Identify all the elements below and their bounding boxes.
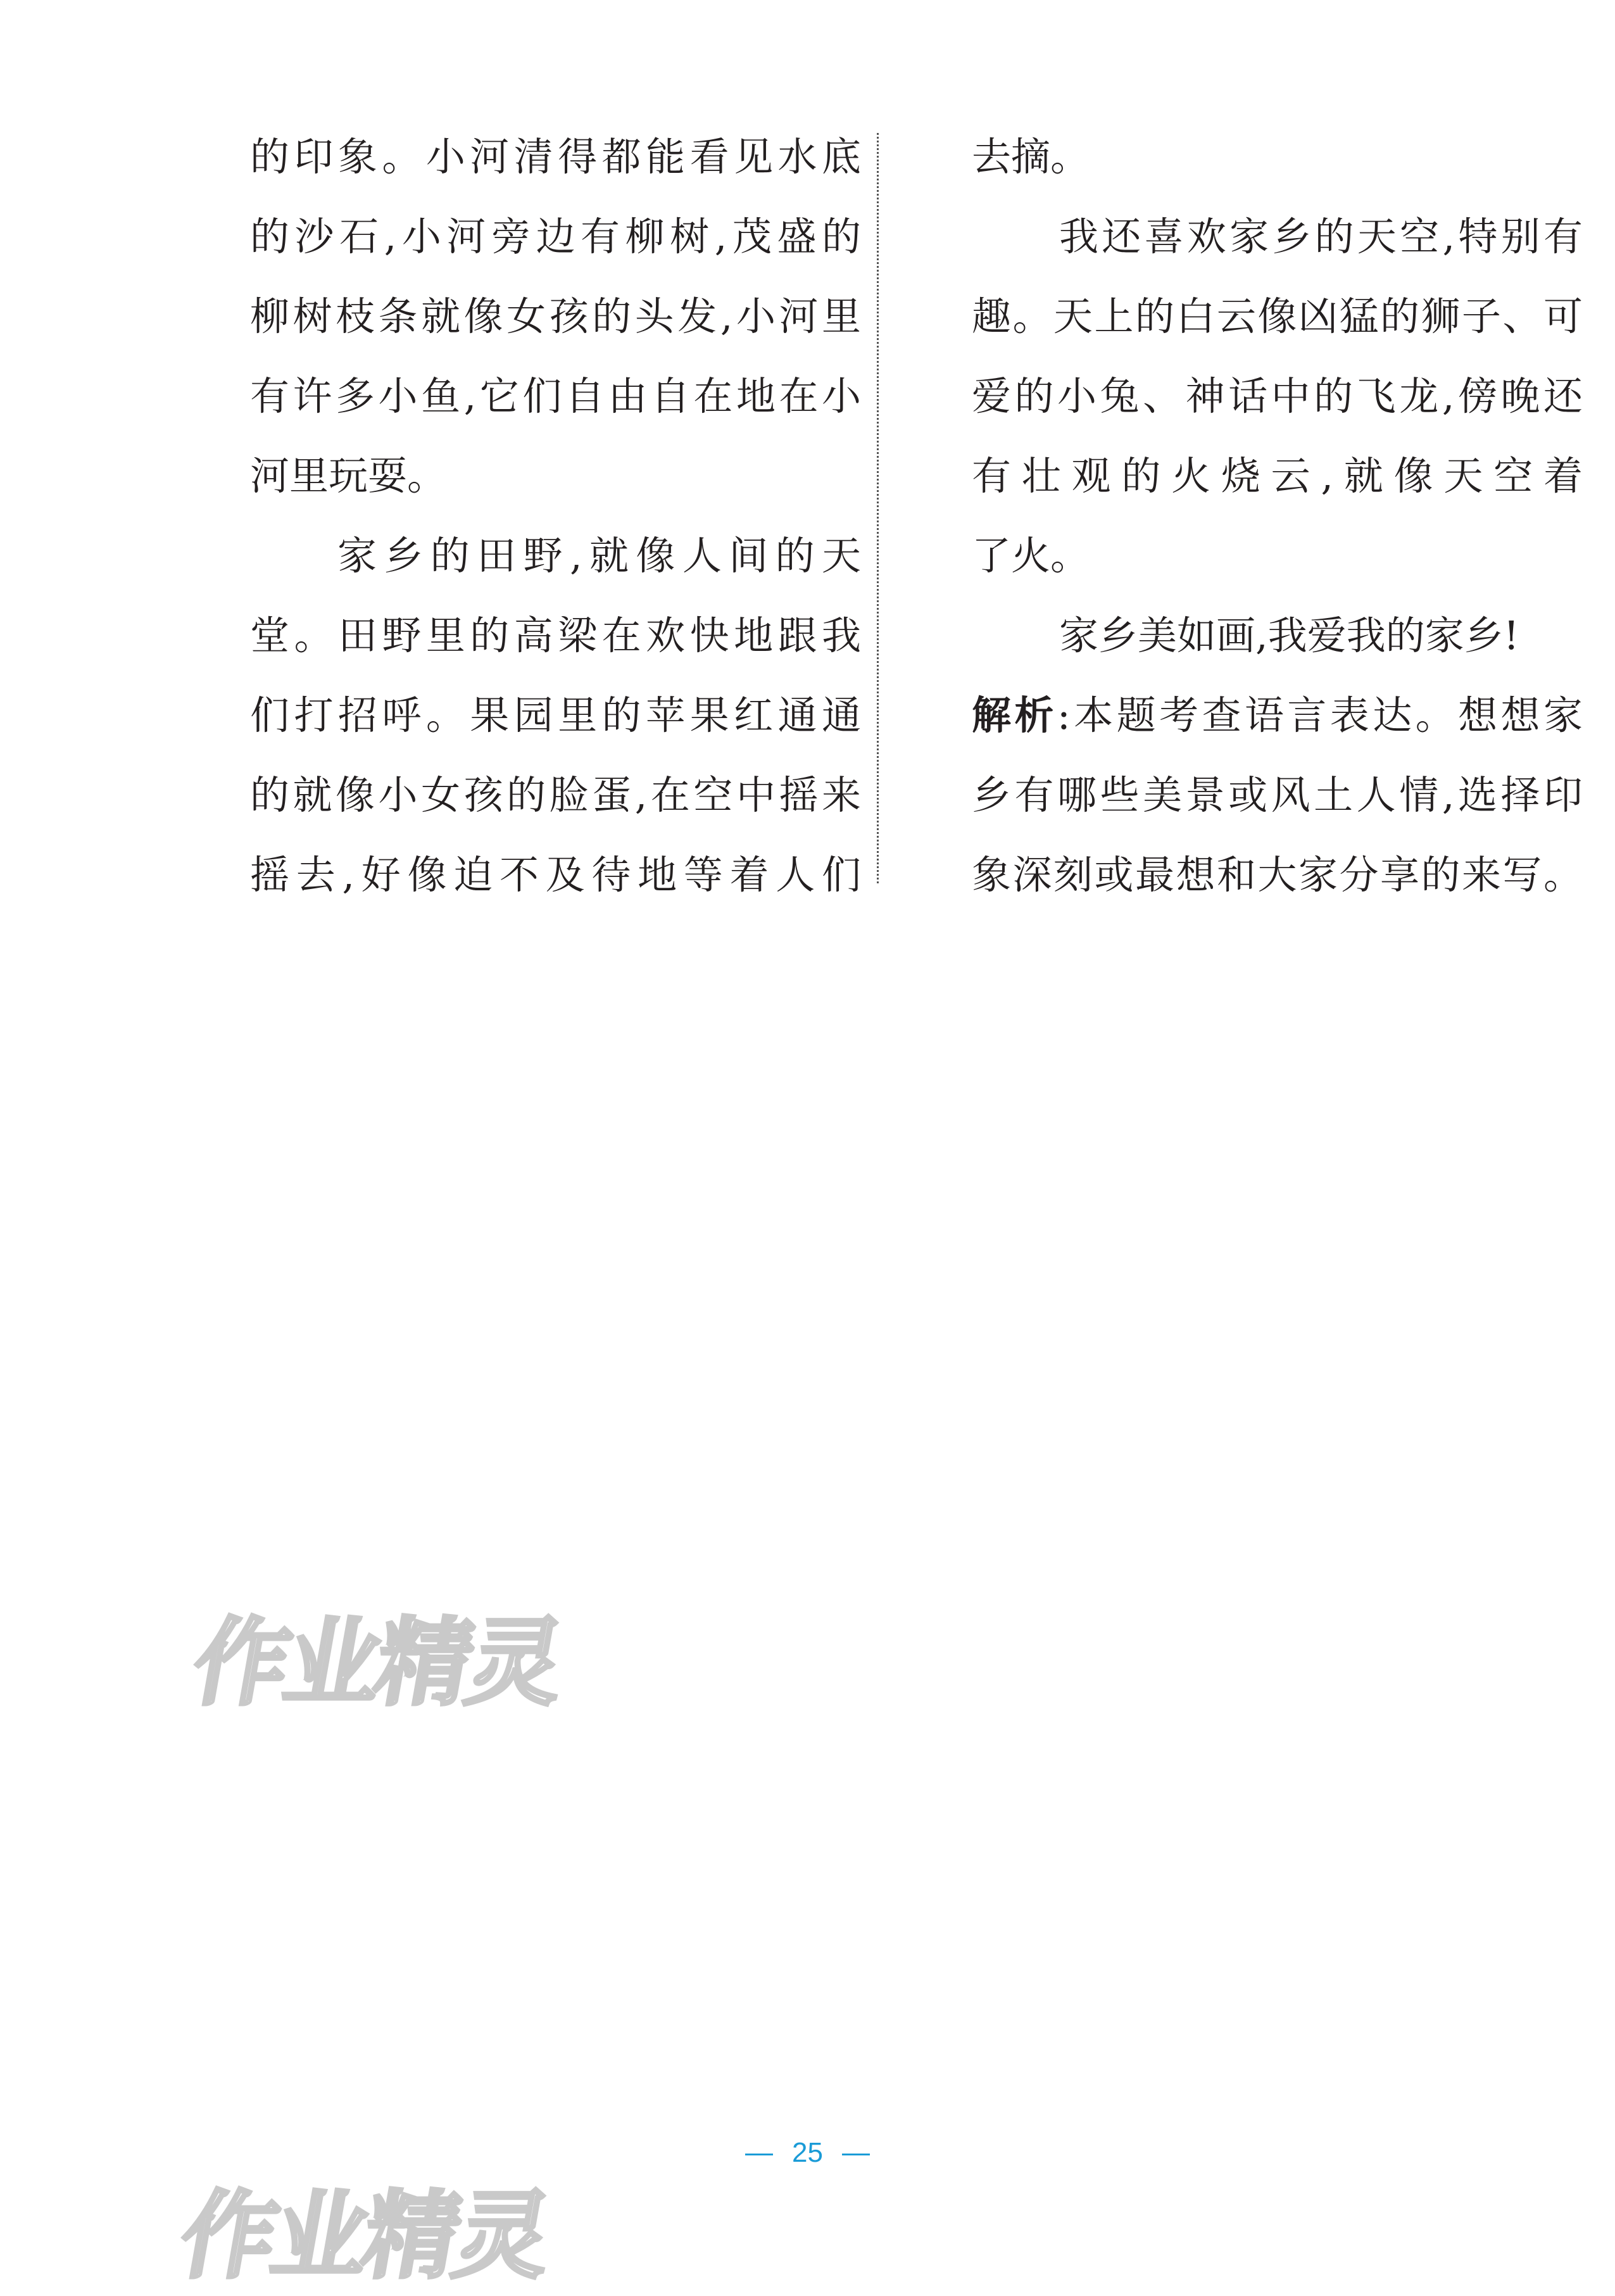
text-line: 柳树枝条就像女孩的头发,小河里	[250, 293, 861, 339]
watermark-logo: 作业精灵	[185, 1608, 569, 1719]
text-line: 们打招呼。果园里的苹果红通通	[250, 692, 861, 738]
text-line: 有许多小鱼,它们自由自在地在小	[250, 373, 861, 419]
text-line: 的就像小女孩的脸蛋,在空中摇来	[250, 772, 861, 818]
text-line: 趣。天上的白云像凶猛的狮子、可	[972, 293, 1583, 339]
text-line: 堂。田野里的高梁在欢快地跟我	[250, 612, 861, 659]
analysis-first-line	[972, 676, 1583, 755]
paragraph-start-line: 家乡的田野,就像人间的天	[337, 533, 861, 579]
footer-dash-right	[842, 2154, 870, 2155]
text-line: 河里玩耍。	[250, 453, 447, 499]
right-text-column	[972, 117, 1583, 915]
analysis-line: 乡有哪些美景或风土人情,选择印	[972, 772, 1583, 818]
column-divider	[877, 133, 879, 883]
text-line: 爱的小兔、神话中的飞龙,傍晚还	[972, 373, 1583, 419]
page-number: 25	[792, 2137, 823, 2168]
text-line: 去摘。	[972, 134, 1090, 180]
text-line: 的沙石,小河旁边有柳树,茂盛的	[250, 213, 861, 260]
text-line: 的印象。小河清得都能看见水底	[250, 134, 861, 180]
text-line: 有壮观的火烧云,就像天空着	[972, 453, 1583, 499]
analysis-label: 解析	[972, 692, 1057, 738]
paragraph-start-line: 家乡美如画,我爱我的家乡!	[1059, 612, 1519, 659]
text-line: 摇去,好像迫不及待地等着人们	[250, 852, 861, 898]
footer-dash-left	[745, 2154, 773, 2155]
left-text-column	[250, 117, 861, 915]
analysis-line: 象深刻或最想和大家分享的来写。	[972, 852, 1583, 898]
analysis-text: :本题考查语言表达。想想家	[1057, 692, 1583, 738]
watermark-logo: 作业精灵	[172, 2181, 556, 2292]
text-line: 了火。	[972, 533, 1090, 579]
paragraph-start-line: 我还喜欢家乡的天空,特别有	[1059, 213, 1583, 260]
